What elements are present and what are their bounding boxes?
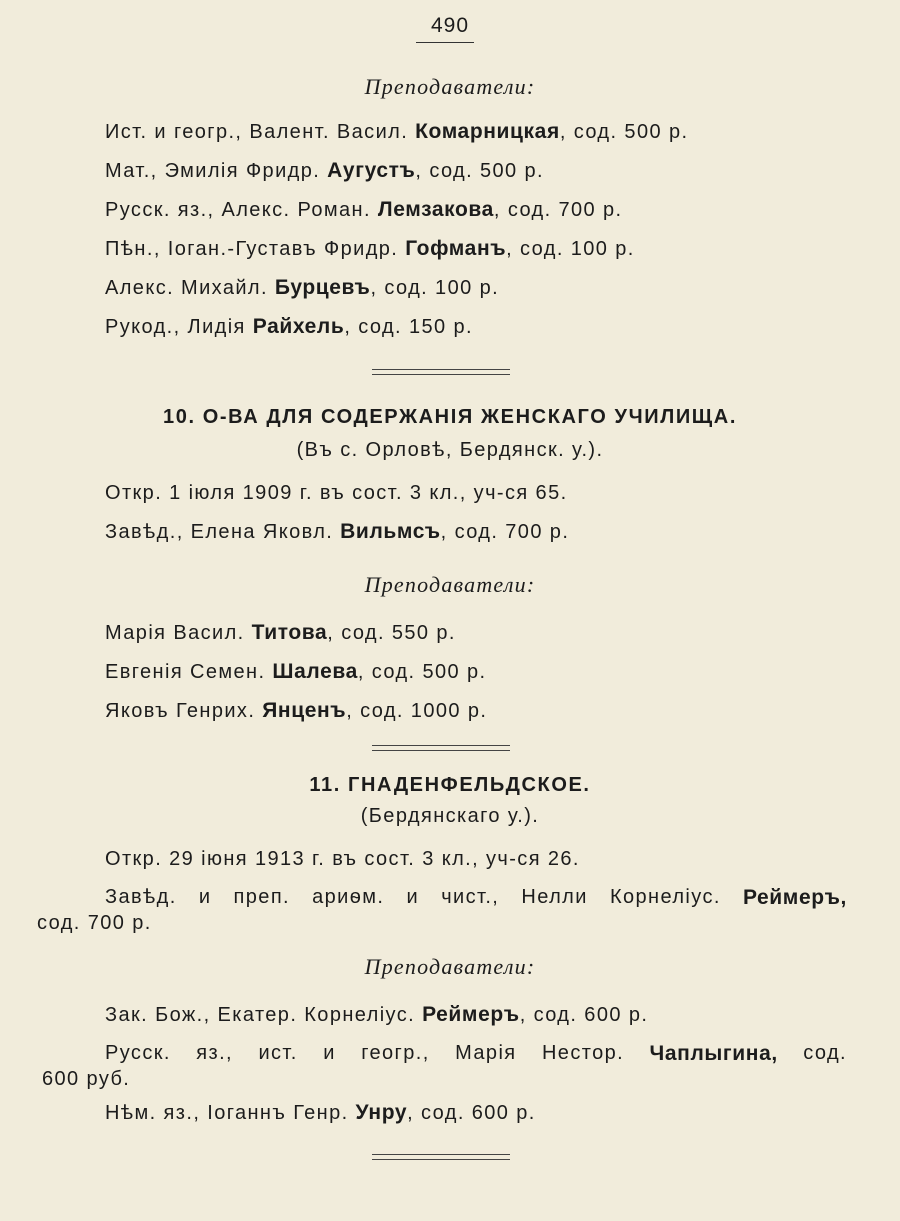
teacher-surname: Лемзакова [377,198,494,221]
teacher-row: Русск. яз., Алекс. Роман. Лемзакова, сод. 700 р. [105,198,623,221]
teacher-surname: Бурцевъ [274,276,371,299]
teacher-row: Нѣм. яз., Іоганнъ Генр. Унру, сод. 600 р. [105,1101,536,1124]
teacher-surname: Райхель [252,315,345,338]
teacher-row: Мат., Эмилія Фридр. Аугустъ, сод. 500 р. [105,159,545,182]
teacher-row: Пѣн., Іоган.-Густавъ Фридр. Гофманъ, сод. 100 р. [105,237,635,260]
teacher-surname: Комарницкая [415,120,560,143]
teacher-row: Яковъ Генрих. Янценъ, сод. 1000 р. [105,699,488,722]
school-head-11-continuation: сод. 700 р. [37,912,152,934]
teacher-row: Русск. яз., ист. и геогр., Марія Нестор. Чаплыгина, сод. [105,1042,847,1065]
school-title-10: 10. О-ВА ДЛЯ СОДЕРЖАНІЯ ЖЕНСКАГО УЧИЛИЩА. [163,406,737,428]
section-divider [372,745,510,751]
teachers-heading-3: Преподаватели: [364,954,536,979]
teacher-surname: Реймеръ [422,1003,520,1026]
teacher-row: Евгенія Семен. Шалева, сод. 500 р. [105,660,487,683]
head-surname: Вильмсъ [340,520,441,543]
teacher-surname: Гофманъ [405,237,507,260]
school-title-11: 11. ГНАДЕНФЕЛЬДСКОЕ. [309,774,591,796]
section-divider [372,1154,510,1160]
school-opened-10: Откр. 1 іюля 1909 г. въ сост. 3 кл., уч-ся 65. [105,482,568,504]
section-divider [372,369,510,375]
teacher-row: Марія Васил. Титова, сод. 550 р. [105,621,456,644]
page-number: 490 [430,14,470,37]
head-surname: Реймеръ, [742,886,847,909]
teacher-row-continuation: 600 руб. [42,1068,131,1090]
teachers-heading-1: Преподаватели: [364,74,536,99]
teachers-heading-2: Преподаватели: [364,572,536,597]
school-location-11: (Бердянскаго у.). [360,805,540,827]
teacher-row: Зак. Бож., Екатер. Корнеліус. Реймеръ, сод. 600 р. [105,1003,649,1026]
school-head-10: Завѣд., Елена Яковл. Вильмсъ, сод. 700 р. [105,520,570,543]
page-number-underline [416,42,474,43]
school-location-10: (Въ с. Орловѣ, Бердянск. у.). [296,439,604,461]
school-opened-11: Откр. 29 іюня 1913 г. въ сост. 3 кл., уч-ся 26. [105,848,580,870]
teacher-row: Рукод., Лидія Райхель, сод. 150 р. [105,315,473,338]
teacher-surname: Янценъ [262,699,347,722]
school-head-11: Завѣд. и преп. ариѳм. и чист., Нелли Корнеліус. Реймеръ, [105,886,847,909]
teacher-row: Алекс. Михайл. Бурцевъ, сод. 100 р. [105,276,500,299]
teacher-row: Ист. и геогр., Валент. Васил. Комарницкая, сод. 500 р. [105,120,689,143]
teacher-surname: Унру [355,1101,408,1124]
teacher-surname: Аугустъ [327,159,416,182]
teacher-surname: Титова [251,621,328,644]
teacher-surname: Шалева [272,660,358,683]
teacher-surname: Чаплыгина, [649,1042,778,1065]
